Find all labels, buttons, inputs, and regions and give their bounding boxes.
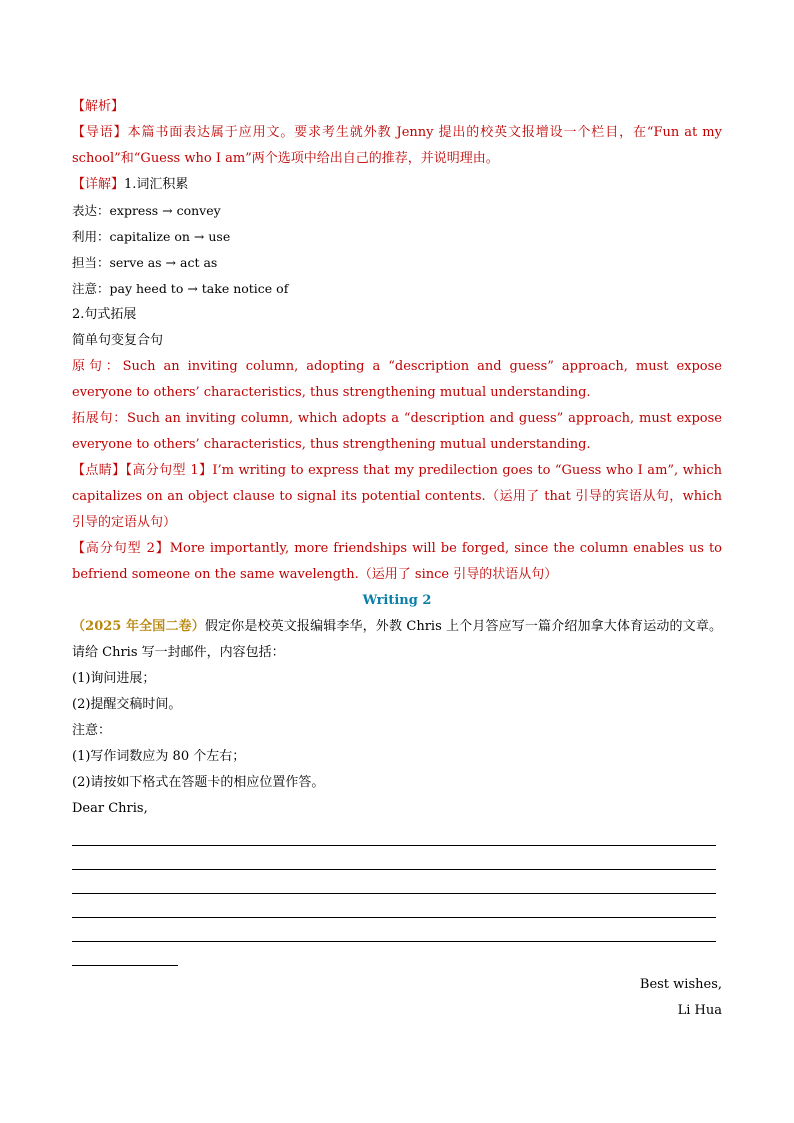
answer-line[interactable] <box>72 918 716 942</box>
guide-text: 本篇书面表达属于应用文。要求考生就外教 Jenny 提出的校英文报增设一个栏目，在“Fun at my school”和“Guess who I am”两个选项中给出自己的推荐，并说明理由。 <box>72 125 722 166</box>
type2-text: More importantly, more friendships will be forged, since the column enables us to befriend someone on the same wavelength.（运用了 since 引导的状语从句） <box>72 541 722 582</box>
writing2-title: Writing 2 <box>362 593 432 608</box>
vocab-item: 表达：express → convey <box>72 203 221 218</box>
type1-tag: 【高分句型 1】 <box>125 463 213 478</box>
requirement-item: (1)询问进展； <box>72 671 156 686</box>
detail-line <box>72 172 722 198</box>
writing2-prompt-text: 假定你是校英文报编辑李华，外教 Chris 上个月答应写一篇介绍加拿大体育运动的文章。请给 Chris 写一封邮件，内容包括： <box>72 619 722 660</box>
guide-tag: 【导语】 <box>72 125 128 140</box>
detail-tag: 【详解】 <box>72 177 125 192</box>
original-label: 原句： <box>72 359 123 374</box>
original-sentence <box>72 354 722 406</box>
vocab-item: 利用：capitalize on → use <box>72 229 231 244</box>
letter-greeting: Dear Chris, <box>72 801 148 816</box>
section2-subtitle: 简单句变复合句 <box>72 333 164 348</box>
section2-title: 2.句式拓展 <box>72 307 137 322</box>
note-item: (2)请按如下格式在答题卡的相应位置作答。 <box>72 775 325 790</box>
guide-paragraph <box>72 120 722 172</box>
answer-line[interactable] <box>72 822 716 846</box>
extended-sentence <box>72 406 722 458</box>
answer-line-short[interactable] <box>72 942 178 966</box>
detail-title: 1.词汇积累 <box>124 177 189 192</box>
answer-line[interactable] <box>72 894 716 918</box>
original-text: Such an inviting column, adopting a “description and guess” approach, must expose everyone to others’ characteristics, thus strengthening mutual understanding. <box>72 359 722 400</box>
answer-line[interactable] <box>72 846 716 870</box>
writing2-prompt <box>72 614 722 666</box>
vocab-item: 注意：pay heed to → take notice of <box>72 281 289 296</box>
type2-paragraph <box>72 536 722 588</box>
extended-label: 拓展句： <box>72 411 127 426</box>
note-label: 注意： <box>72 723 112 738</box>
extended-text: Such an inviting column, which adopts a “description and guess” approach, must expose everyone to others’ characteristics, thus strengthening mutual understanding. <box>72 411 722 452</box>
note-item: (1)写作词数应为 80 个左右； <box>72 749 246 764</box>
writing2-source: （2025 年全国二卷） <box>72 619 205 634</box>
type1-text: I’m writing to express that my predilection goes to “Guess who I am”, which capitalizes on an object clause to signal its potential contents.（运用了 that 引导的宾语从句，which 引导的定语从句） <box>72 463 722 530</box>
document-page <box>72 94 722 1024</box>
letter-closing: Best wishes, <box>639 977 722 992</box>
type2-tag: 【高分句型 2】 <box>72 541 170 556</box>
answer-line[interactable] <box>72 870 716 894</box>
requirement-item: (2)提醒交稿时间。 <box>72 697 182 712</box>
type1-paragraph <box>72 458 722 536</box>
vocab-item: 担当：serve as → act as <box>72 255 218 270</box>
letter-signature: Li Hua <box>677 1003 722 1018</box>
analysis-heading: 【解析】 <box>72 99 125 114</box>
highlight-tag: 【点睛】 <box>72 463 126 478</box>
